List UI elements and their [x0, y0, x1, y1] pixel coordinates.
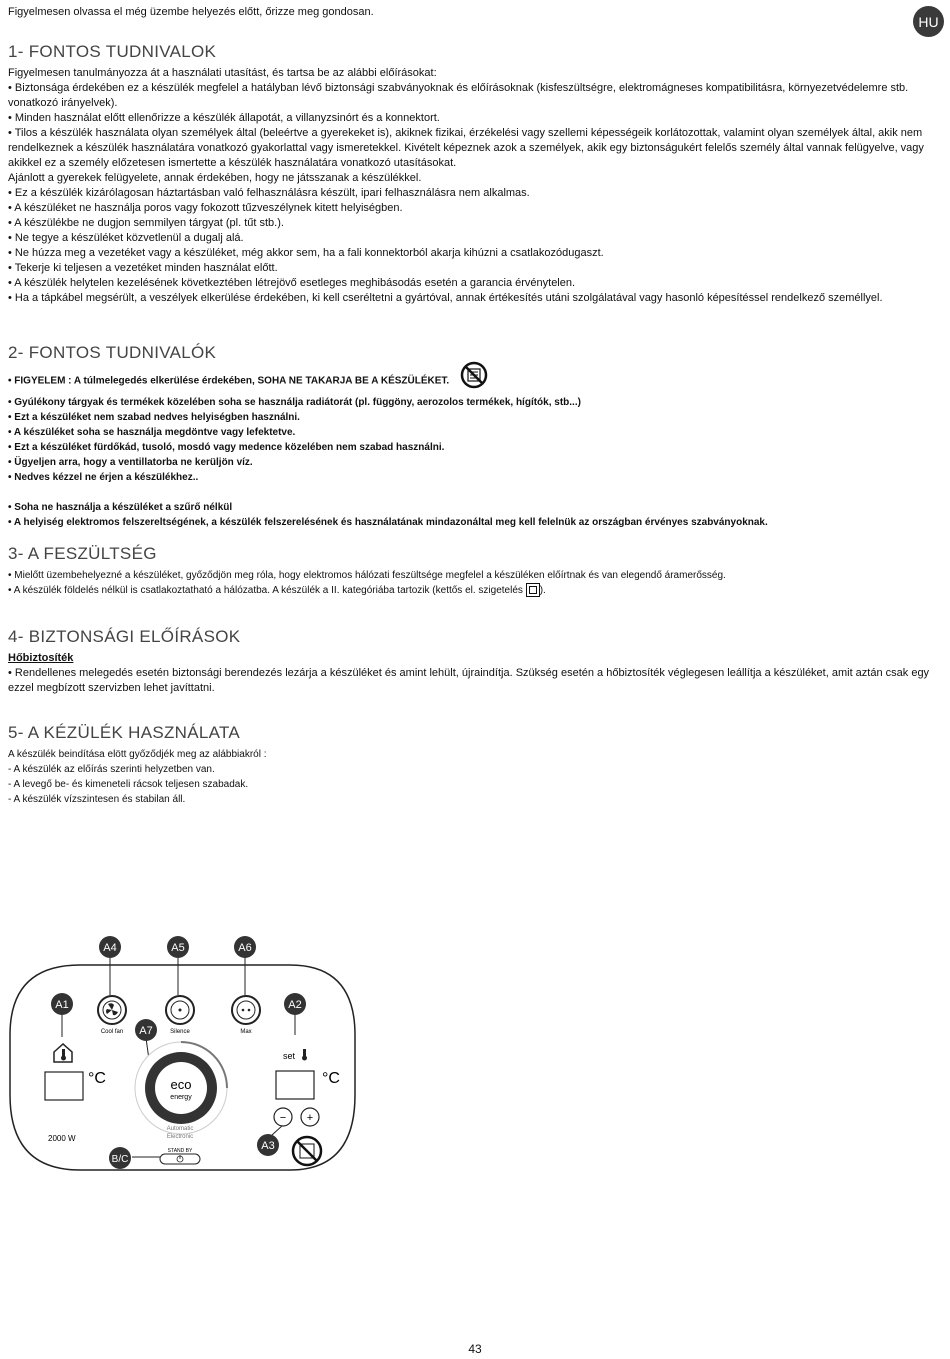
eco-energy-button[interactable] — [135, 1042, 227, 1134]
s1-line: • Ne húzza meg a vezetéket vagy a készüléket, még akkor sem, ha a fali konnektorból akarja kihúzni a csatlakozódugaszt. — [8, 247, 604, 259]
svg-text:+: + — [306, 1112, 314, 1124]
label-a1 — [51, 993, 73, 1015]
section-2 — [8, 343, 938, 530]
power-rating: 2000 W — [48, 1134, 76, 1143]
set-temperature-display — [276, 1071, 314, 1099]
s1-line: • Ha a tápkábel megsérült, a veszélyek elkerülése érdekében, ki kell cseréltetni a gyártóval, annak értékesítés utáni szolgálatával vagy hasonló képesítéssel rendelkező személlyel. — [8, 292, 883, 304]
energy-label: energy — [170, 1094, 192, 1101]
label-bc — [109, 1147, 131, 1169]
s3-line-text: • A készülék földelés nélkül is csatlakoztatható a hálózatba. A készülék a II. kategóriába tartozik (kettős el. szigetelés — [8, 585, 523, 596]
section-4 — [8, 627, 938, 696]
s2-line: • Ügyeljen arra, hogy a ventillatorba ne kerüljön víz. — [8, 457, 253, 468]
s5-line: A készülék beindítása elött győződjék meg az alábbiakról : — [8, 749, 267, 760]
s2-warning — [8, 367, 938, 395]
svg-text:A1: A1 — [55, 999, 69, 1011]
s1-line: Figyelmesen tanulmányozza át a használati utasítást, és tartsa be az alábbi előírásokat: — [8, 67, 437, 79]
svg-text:A2: A2 — [288, 999, 302, 1011]
s1-line: • Biztonsága érdekében ez a készülék megfelel a hatályban lévő biztonsági szabványoknak és előírásoknak (kisfeszültségre, elektromágneses kompatibilitásra, környezetvédelemre stb. vonatkozó irányelvek). — [8, 82, 909, 109]
svg-text:A6: A6 — [238, 942, 252, 954]
section-3 — [8, 544, 938, 598]
left-celsius-unit: °C — [88, 1070, 106, 1087]
section-2-title: 2- FONTOS TUDNIVALÓK — [8, 343, 217, 362]
standby-button[interactable] — [160, 1154, 200, 1164]
label-a5 — [167, 936, 189, 958]
label-a4 — [99, 936, 121, 958]
s2-extra: • A helyiség elektromos felszereltségének, a készülék felszerelésének és használatának mindazonáltal meg kell felelnük az országban érvényes szabványoknak. — [8, 517, 768, 528]
s5-line: - A készülék az előírás szerinti helyzetben van. — [8, 764, 215, 775]
s2-warning-text: • FIGYELEM : A túlmelegedés elkerülése érdekében, SOHA NE TAKARJA BE A KÉSZÜLÉKET. — [8, 375, 450, 387]
s5-line: - A készülék vízszintesen és stabilan áll. — [8, 794, 186, 805]
silence-button[interactable] — [166, 996, 194, 1024]
room-temperature-icon — [54, 1044, 72, 1062]
s4-subhead: Hőbiztosíték — [8, 652, 74, 664]
label-a3 — [257, 1134, 279, 1156]
s2-line: • A készüléket soha se használja megdöntve vagy lefektetve. — [8, 427, 296, 438]
label-a6 — [234, 936, 256, 958]
s2-line: • Ezt a készüléket fürdőkád, tusoló, mosdó vagy medence közelében nem szabad használni. — [8, 442, 445, 453]
svg-text:A3: A3 — [261, 1140, 275, 1152]
do-not-cover-icon — [460, 361, 488, 389]
s1-line: • Ne tegye a készüléket közvetlenül a dugalj alá. — [8, 232, 244, 244]
s3-line: • Mielőtt üzembehelyezné a készüléket, győződjön meg róla, hogy elektromos hálózati feszültsége megfelel a készüléken előírtnak és van elegendő áramerősség. — [8, 570, 726, 581]
cool-fan-label: Cool fan — [100, 1029, 124, 1035]
s5-line: - A levegő be- és kimeneteli rácsok teljesen szabadak. — [8, 779, 249, 790]
s2-line: • Ezt a készüléket nem szabad nedves helyiségben használni. — [8, 412, 300, 423]
section-3-title: 3- A FESZÜLTSÉG — [8, 544, 157, 563]
section-1-title: 1- FONTOS TUDNIVALOK — [8, 42, 217, 61]
s1-line: • A készülék helytelen kezelésének következtében létrejövő esetleges meghibásodás esetén a garancia érvénytelen. — [8, 277, 576, 289]
right-celsius-unit: °C — [322, 1070, 340, 1087]
set-thermometer-icon — [302, 1049, 307, 1061]
label-a2 — [284, 993, 306, 1015]
section-4-title: 4- BIZTONSÁGI ELŐÍRÁSOK — [8, 627, 241, 646]
automatic-label: Automatic — [166, 1126, 194, 1132]
cool-fan-button[interactable] — [98, 996, 126, 1024]
svg-text:−: − — [279, 1112, 287, 1124]
svg-text:A7: A7 — [139, 1025, 153, 1037]
s4-text: • Rendellenes melegedés esetén biztonsági berendezés lezárja a készüléket és amint lehült, újraindítja. Szükség esetén a hőbiztosíték véglegesen leállítja a készüléket, amit aztán csak egy ezzel megbízott szervizben lehet javíttatni. — [8, 667, 930, 694]
s2-line: • Gyúlékony tárgyak és termékek közelében soha se használja radiátorát (pl. függöny, aerozolos termékek, hígítók, stb...) — [8, 397, 581, 408]
section-5-title: 5- A KÉZÜLÉK HASZNÁLATA — [8, 723, 241, 742]
section-1 — [8, 42, 938, 306]
top-note: Figyelmesen olvassa el még üzembe helyezés előtt, őrizze meg gondosan. — [8, 6, 374, 18]
set-label: set — [283, 1051, 296, 1061]
svg-text:B/C: B/C — [111, 1154, 129, 1165]
s1-line: • Minden használat előtt ellenőrizze a készülék állapotát, a villanyzsinórt és a konnektort. — [8, 112, 440, 124]
minus-button[interactable] — [274, 1108, 292, 1126]
s3-line — [8, 583, 938, 598]
svg-text:A4: A4 — [103, 942, 117, 954]
s2-line: • Nedves kézzel ne érjen a készülékhez.. — [8, 472, 199, 483]
label-a7 — [135, 1019, 157, 1041]
s2-extra: • Soha ne használja a készüléket a szűrő nélkül — [8, 502, 233, 513]
standby-label: STAND BY — [167, 1148, 193, 1154]
double-insulation-icon — [526, 583, 540, 597]
plus-button[interactable] — [301, 1108, 319, 1126]
electronic-label: Electronic — [166, 1134, 194, 1140]
s1-line: • Ez a készülék kizárólagosan háztartásban való felhasználásra készült, ipari felhasználásra nem alkalmas. — [8, 187, 530, 199]
max-button[interactable] — [232, 996, 260, 1024]
s3-line-end: ). — [539, 585, 546, 596]
max-label: Max — [240, 1029, 252, 1035]
room-temperature-display — [45, 1072, 83, 1100]
s1-line: • Tekerje ki teljesen a vezetéket minden használat előtt. — [8, 262, 278, 274]
page-number: 43 — [468, 1342, 482, 1356]
silence-label: Silence — [170, 1029, 190, 1035]
panel-do-not-cover-icon — [293, 1137, 321, 1165]
s1-line: • Tilos a készülék használata olyan személyek által (beleértve a gyerekeket is), akiknek fizikai, érzékelési vagy szellemi képességeik korlátozottak, valamint olyan személyek által, akik nem rendelkeznek a készülék használatára vonatkozó gyakorlattal vagy ismeretekkel. Kivételt képeznek azok a személyek, akik egy biztonságukért felelős személy által vannak felügyelve, vagy akikkel ez a személy előzetesen ismertette a készülék használatára vonatkozó utasításokat. — [8, 127, 924, 169]
language-badge: HU — [913, 6, 944, 37]
control-panel-diagram — [0, 925, 370, 1185]
svg-text:A5: A5 — [171, 942, 185, 954]
s1-line: • A készülékbe ne dugjon semmilyen tárgyat (pl. tűt stb.). — [8, 217, 284, 229]
s1-line: • A készüléket ne használja poros vagy fokozott tűzveszélynek kitett helyiségben. — [8, 202, 403, 214]
section-5 — [8, 723, 938, 807]
eco-label: eco — [170, 1077, 192, 1092]
s1-line: Ajánlott a gyerekek felügyelete, annak érdekében, hogy ne játsszanak a készülékkel. — [8, 172, 422, 184]
